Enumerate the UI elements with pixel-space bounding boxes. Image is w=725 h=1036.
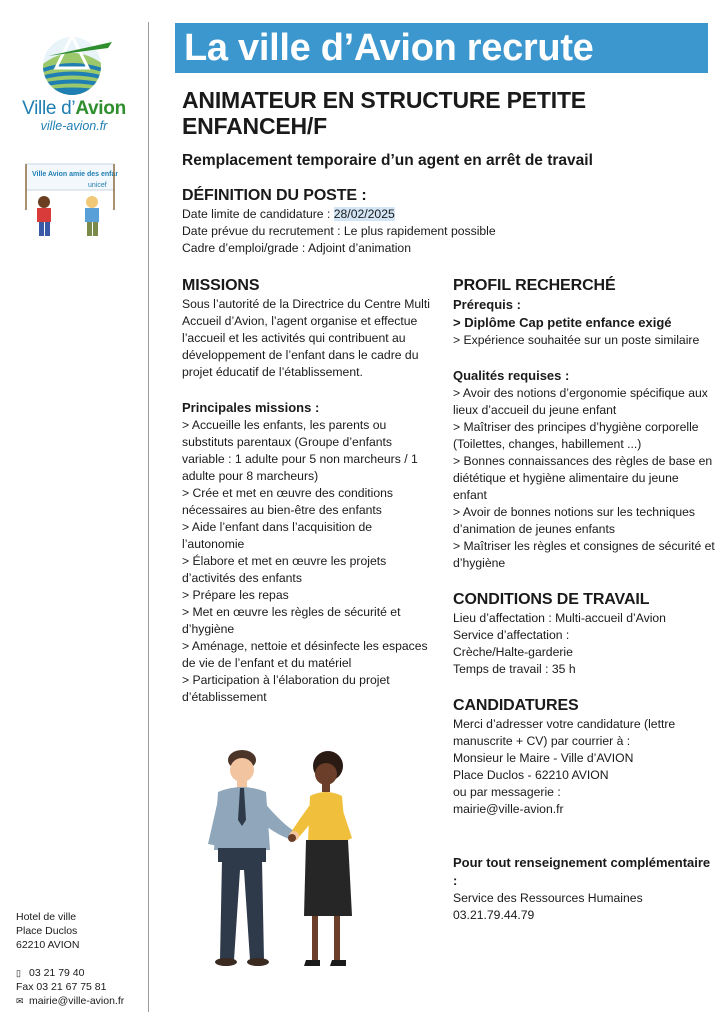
- info-line: Service des Ressources Humaines: [453, 891, 643, 905]
- profile-column: [453, 276, 715, 924]
- conditions-heading: CONDITIONS DE TRAVAIL: [453, 591, 650, 608]
- application-line: ou par messagerie :: [453, 785, 561, 799]
- mission-item: > Élabore et met en œuvre les projets d’activités des enfants: [182, 554, 387, 585]
- definition-line: Date prévue du recrutement : Le plus rapidement possible: [182, 224, 496, 238]
- address-block: [16, 910, 79, 952]
- logo-url: ville-avion.fr: [40, 119, 108, 133]
- deadline-date: 28/02/2025: [333, 207, 395, 221]
- address-line: 62210 AVION: [16, 939, 80, 951]
- definition-section: [182, 186, 702, 257]
- address-line: Hotel de ville: [16, 911, 77, 923]
- prerequisite-item: > Expérience souhaitée sur un poste similaire: [453, 333, 700, 347]
- mission-item: > Aide l’enfant dans l’acquisition de l’autonomie: [182, 520, 373, 551]
- handshake-illustration: [200, 740, 380, 981]
- applications-heading: CANDIDATURES: [453, 697, 579, 714]
- qualities-heading: Qualités requises :: [453, 368, 570, 383]
- application-line: Merci d’adresser votre candidature (lettre manuscrite + CV) par courrier à :: [453, 717, 676, 748]
- contact-email[interactable]: mairie@ville-avion.fr: [29, 995, 125, 1007]
- application-email[interactable]: mairie@ville-avion.fr: [453, 802, 564, 816]
- quality-item: > Avoir de bonnes notions sur les techniques d’animation de jeunes enfants: [453, 505, 695, 536]
- profile-heading: PROFIL RECHERCHÉ: [453, 277, 616, 294]
- logo-city-name: Ville d’Avion: [22, 98, 126, 119]
- mission-item: > Crée et met en œuvre des conditions nécessaires au bien-être des enfants: [182, 486, 394, 517]
- condition-line: Temps de travail : 35 h: [453, 662, 576, 676]
- contact-block: [16, 966, 124, 1008]
- recruitment-banner: [175, 23, 708, 73]
- phone-number: 03 21 79 40: [29, 967, 85, 979]
- condition-line: Crèche/Halte-garderie: [453, 645, 573, 659]
- fax-number: Fax 03 21 67 75 81: [16, 981, 107, 993]
- application-line: Monsieur le Maire - Ville d’AVION: [453, 751, 634, 765]
- city-logo: [22, 30, 126, 133]
- mission-item: > Accueille les enfants, les parents ou substituts parentaux (Groupe d’enfants variable : 1 adulte pour 5 non marcheurs / 1 adulte pour 8 marcheurs): [182, 418, 418, 483]
- quality-item: > Maîtriser les règles et consignes de sécurité et d’hygiène: [453, 539, 715, 570]
- quality-item: > Bonnes connaissances des règles de base en diététique et hygiène alimentaire du jeune enfant: [453, 454, 713, 502]
- prerequisite-diploma: > Diplôme Cap petite enfance exigé: [453, 315, 672, 330]
- missions-intro: Sous l’autorité de la Directrice du Centre Multi Accueil d’Avion, l’agent organise et effectue l’accueil et les activités qui contribuent au développement de l’enfant dans le cadre du projet éducatif de l’établissement.: [182, 297, 430, 379]
- sidebar: [0, 0, 150, 1036]
- missions-column: [182, 276, 437, 706]
- missions-heading: MISSIONS: [182, 277, 260, 294]
- job-subtitle: Remplacement temporaire d’un agent en arrêt de travail: [182, 152, 593, 169]
- kids-banner-label: Ville Avion amie des enfants: [32, 171, 118, 178]
- job-title: ANIMATEUR EN STRUCTURE PETITE ENFANCEH/F: [182, 87, 586, 139]
- mission-item: > Aménage, nettoie et désinfecte les espaces de vie de l’enfant et du matériel: [182, 639, 428, 670]
- phone-icon: ▯: [16, 968, 21, 978]
- mission-item: > Prépare les repas: [182, 588, 289, 602]
- condition-line: Service d’affectation :: [453, 628, 570, 642]
- city-logo-icon: [34, 30, 114, 96]
- banner-title: La ville d’Avion recrute: [184, 27, 594, 69]
- sidebar-divider: [148, 22, 149, 1012]
- kids-illustration: [22, 160, 118, 249]
- mission-item: > Participation à l’élaboration du projet d’établissement: [182, 673, 390, 704]
- kids-banner-brand: unicef: [88, 182, 107, 189]
- info-phone: 03.21.79.44.79: [453, 908, 535, 922]
- mission-item: > Met en œuvre les règles de sécurité et d’hygiène: [182, 605, 401, 636]
- deadline-line: Date limite de candidature : 28/02/2025: [182, 207, 395, 221]
- info-heading: Pour tout renseignement complémentaire :: [453, 855, 711, 888]
- main-missions-heading: Principales missions :: [182, 400, 320, 415]
- mail-icon: ✉: [16, 996, 24, 1006]
- application-line: Place Duclos - 62210 AVION: [453, 768, 609, 782]
- definition-heading: DÉFINITION DU POSTE :: [182, 187, 367, 204]
- prerequisites-heading: Prérequis :: [453, 297, 521, 312]
- condition-line: Lieu d’affectation : Multi-accueil d’Avion: [453, 611, 666, 625]
- address-line: Place Duclos: [16, 925, 78, 937]
- quality-item: > Maîtriser des principes d’hygiène corporelle (Toilettes, changes, habillement ...): [453, 420, 699, 451]
- quality-item: > Avoir des notions d’ergonomie spécifique aux lieux d’accueil du jeune enfant: [453, 386, 708, 417]
- definition-line: Cadre d’emploi/grade : Adjoint d’animation: [182, 241, 411, 255]
